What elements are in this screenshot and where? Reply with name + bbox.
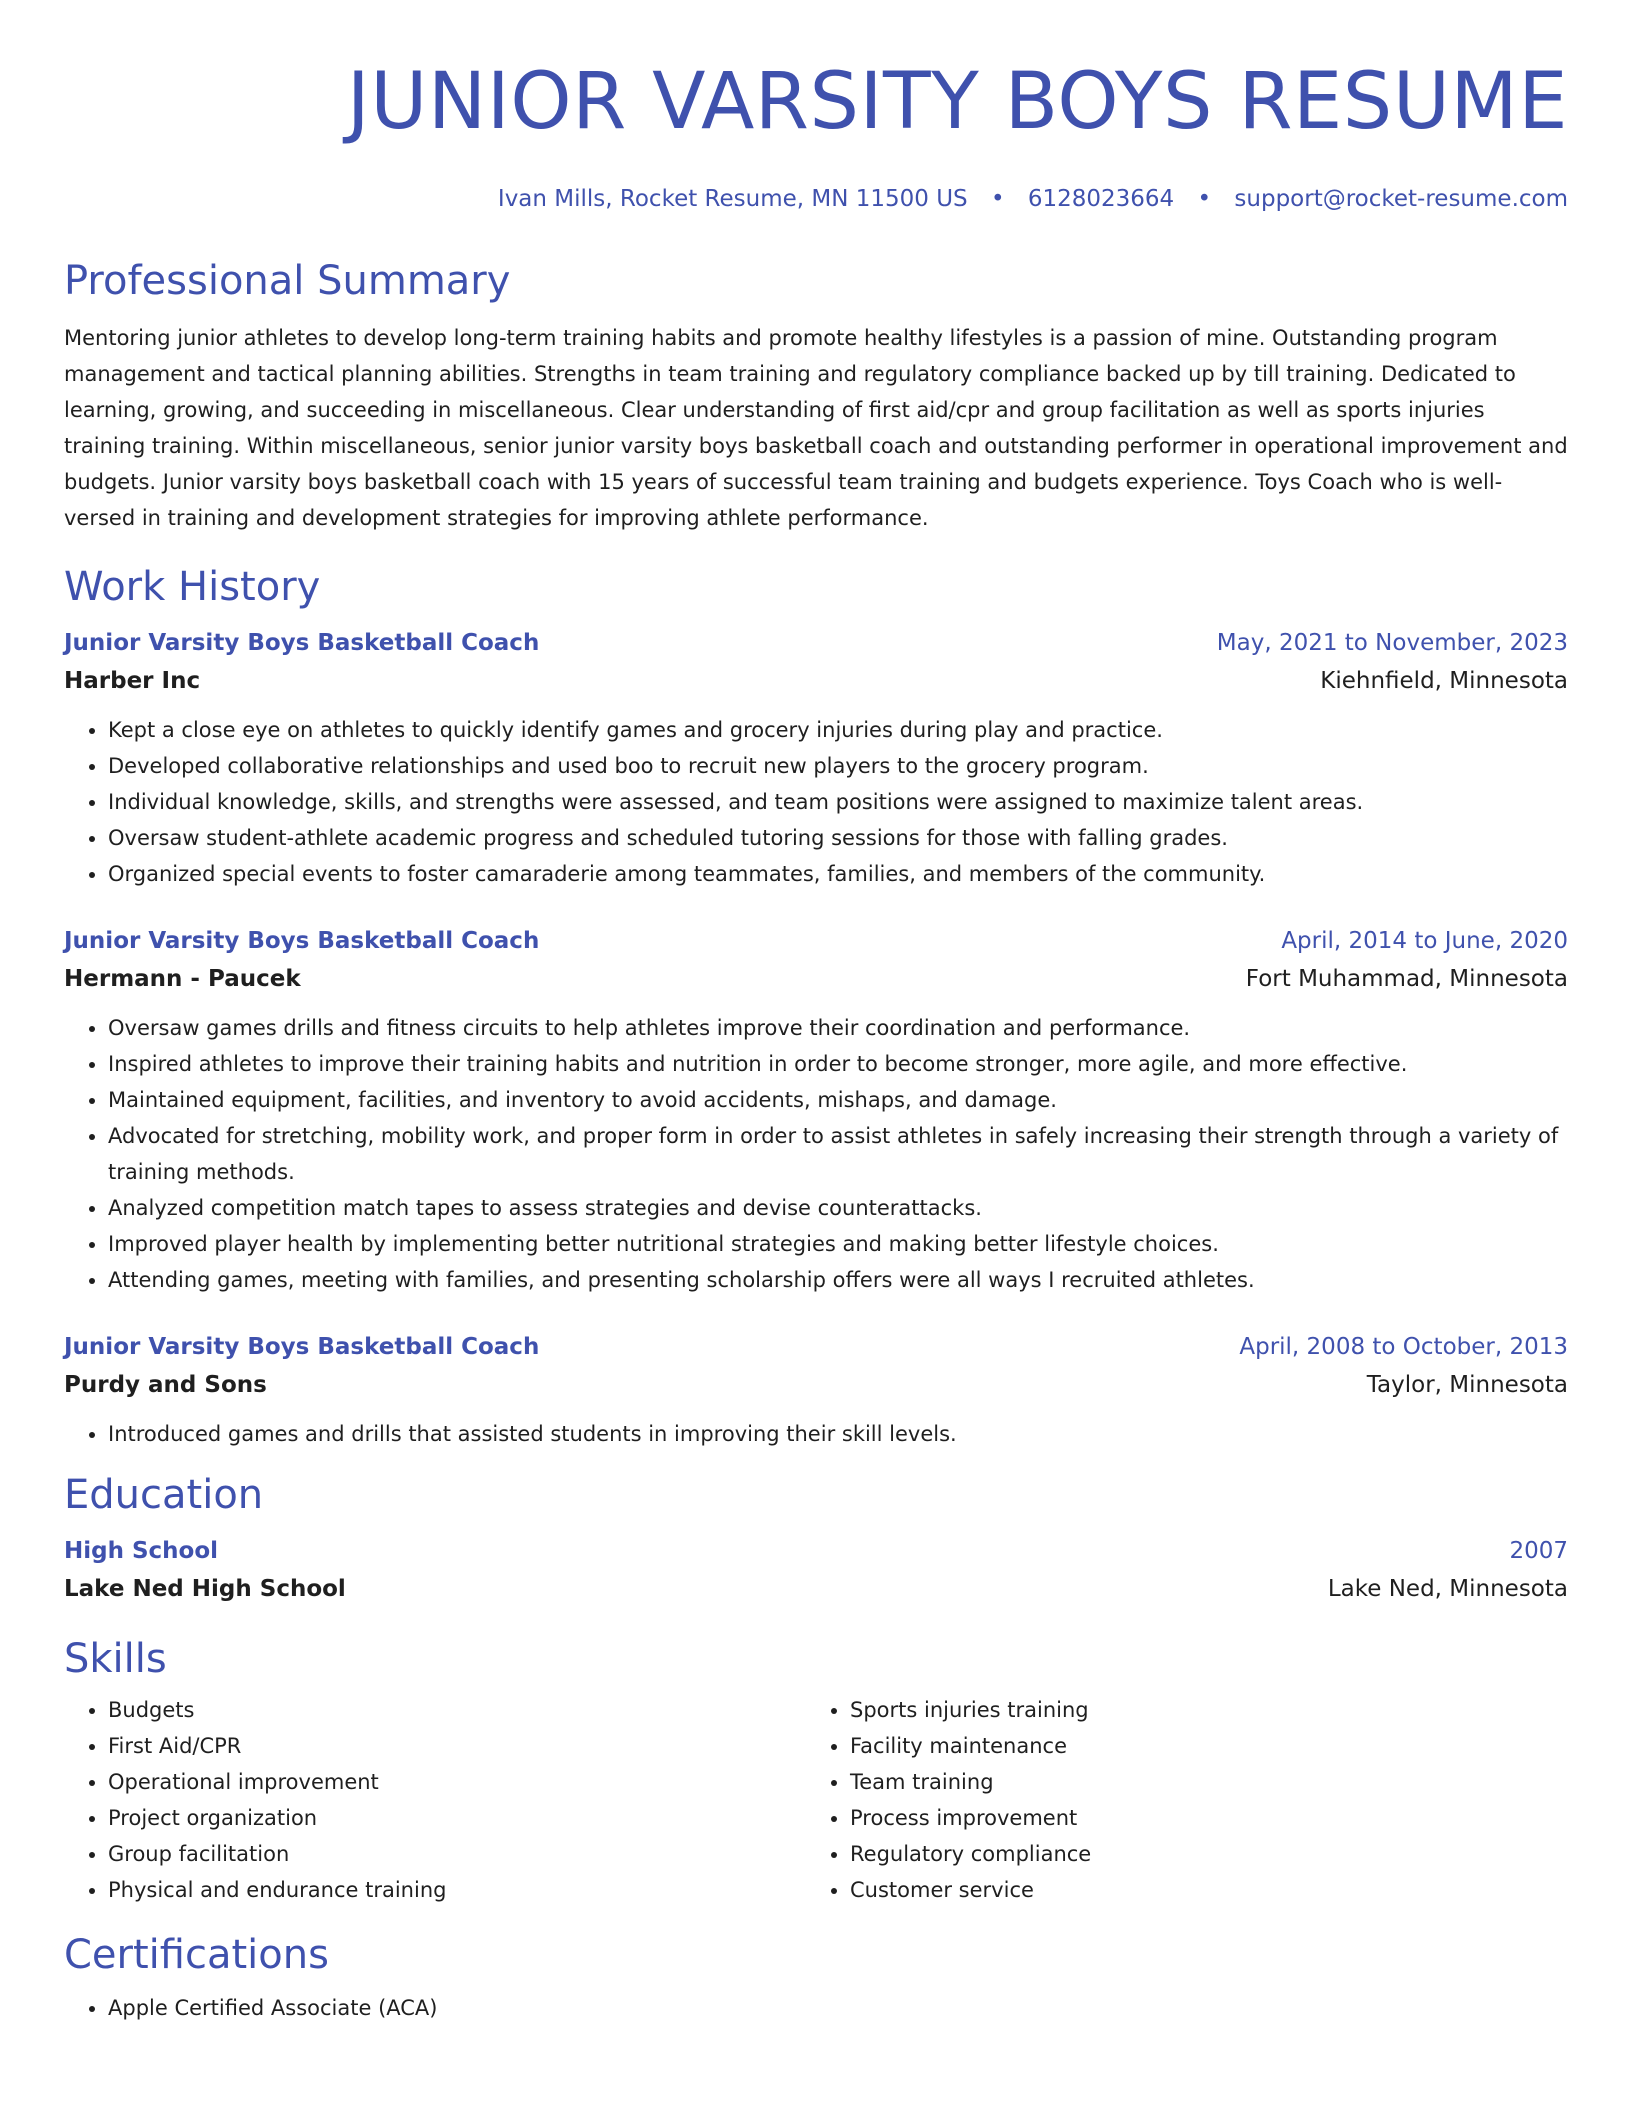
contact-line bbox=[64, 182, 1568, 216]
job-location: Fort Muhammad, Minnesota bbox=[1245, 966, 1568, 992]
list-item: • Developed collaborative relationships and used boo to recruit new players to the grocery program. bbox=[108, 748, 1568, 784]
skill-item: • Group facilitation bbox=[108, 1836, 806, 1872]
list-item: • Improved player health by implementing better nutritional strategies and making better lifestyle choices. bbox=[108, 1226, 1568, 1262]
skill-item: • Operational improvement bbox=[108, 1764, 806, 1800]
employer: Hermann - Paucek bbox=[64, 966, 301, 992]
school-location: Lake Ned, Minnesota bbox=[1327, 1576, 1568, 1602]
resume-title: JUNIOR VARSITY BOYS RESUME bbox=[346, 57, 1568, 147]
skill-item: • Regulatory compliance bbox=[850, 1836, 1550, 1872]
job-bullets bbox=[64, 1010, 1568, 1298]
job-entry bbox=[64, 1328, 1568, 1452]
skill-item: • Team training bbox=[850, 1764, 1550, 1800]
job-dates: May, 2021 to November, 2023 bbox=[1216, 630, 1568, 656]
job-dates: April, 2014 to June, 2020 bbox=[1281, 928, 1568, 954]
list-item: • Oversaw student-athlete academic progress and scheduled tutoring sessions for those with falling grades. bbox=[108, 820, 1568, 856]
contact-address: Ivan Mills, Rocket Resume, MN 11500 US bbox=[497, 186, 968, 212]
list-item: • Analyzed competition match tapes to assess strategies and devise counterattacks. bbox=[108, 1190, 1568, 1226]
education-entry bbox=[64, 1532, 1568, 1608]
work-history-heading: Work History bbox=[64, 564, 321, 610]
job-bullets bbox=[64, 712, 1568, 892]
summary-text: Mentoring junior athletes to develop long-term training habits and promote healthy lifestyles is a passion of mine. Outstanding program management and tactical planning abilities. Strengths in team training and regulatory compliance backed up by till training. Dedicated to learning, growing, and succeeding in miscellaneous. Clear understanding of first aid/cpr and group facilitation as well as sports injuries training training. Within miscellaneous, senior junior varsity boys basketball coach and outstanding performer in operational improvement and budgets. Junior varsity boys basketball coach with 15 years of successful team training and budgets experience. Toys Coach who is well-versed in training and development strategies for improving athlete performance. bbox=[64, 326, 1568, 530]
skill-item: • First Aid/CPR bbox=[108, 1728, 806, 1764]
job-title: Junior Varsity Boys Basketball Coach bbox=[64, 928, 540, 954]
skills-list bbox=[64, 1692, 1568, 1908]
skill-item: • Sports injuries training bbox=[850, 1692, 1550, 1728]
graduation-year: 2007 bbox=[1509, 1538, 1568, 1564]
list-item: • Individual knowledge, skills, and strengths were assessed, and team positions were assigned to maximize talent areas. bbox=[108, 784, 1568, 820]
degree: High School bbox=[64, 1538, 219, 1564]
list-item: • Attending games, meeting with families, and presenting scholarship offers were all ways I recruited athletes. bbox=[108, 1262, 1568, 1298]
employer: Harber Inc bbox=[64, 668, 201, 694]
contact-phone: 6128023664 bbox=[1027, 186, 1175, 212]
list-item: • Kept a close eye on athletes to quickly identify games and grocery injuries during play and practice. bbox=[108, 712, 1568, 748]
list-item: • Introduced games and drills that assisted students in improving their skill levels. bbox=[108, 1416, 1568, 1452]
job-bullets bbox=[64, 1416, 1568, 1452]
job-dates: April, 2008 to October, 2013 bbox=[1239, 1334, 1568, 1360]
list-item: • Organized special events to foster camaraderie among teammates, families, and members of the community. bbox=[108, 856, 1568, 892]
skills-column-right bbox=[806, 1692, 1550, 1908]
job-location: Taylor, Minnesota bbox=[1366, 1372, 1568, 1398]
list-item: • Inspired athletes to improve their training habits and nutrition in order to become stronger, more agile, and more effective. bbox=[108, 1046, 1568, 1082]
resume-page bbox=[64, 0, 1568, 2026]
education-heading: Education bbox=[64, 1472, 264, 1518]
skills-column-left bbox=[64, 1692, 806, 1908]
contact-separator: • bbox=[1197, 186, 1212, 212]
skill-item: • Project organization bbox=[108, 1800, 806, 1836]
contact-email[interactable]: support@rocket-resume.com bbox=[1234, 186, 1568, 212]
summary-heading: Professional Summary bbox=[64, 258, 511, 304]
skill-item: • Physical and endurance training bbox=[108, 1872, 806, 1908]
skill-item: • Facility maintenance bbox=[850, 1728, 1550, 1764]
list-item: • Maintained equipment, facilities, and inventory to avoid accidents, mishaps, and damage. bbox=[108, 1082, 1568, 1118]
certifications-heading: Certifications bbox=[64, 1932, 329, 1978]
contact-separator: • bbox=[990, 186, 1005, 212]
job-entry bbox=[64, 922, 1568, 1298]
skills-heading: Skills bbox=[64, 1636, 167, 1682]
job-title: Junior Varsity Boys Basketball Coach bbox=[64, 1334, 540, 1360]
employer: Purdy and Sons bbox=[64, 1372, 267, 1398]
job-entry bbox=[64, 624, 1568, 892]
list-item: • Oversaw games drills and fitness circuits to help athletes improve their coordination and performance. bbox=[108, 1010, 1568, 1046]
job-location: Kiehnfield, Minnesota bbox=[1320, 668, 1568, 694]
job-title: Junior Varsity Boys Basketball Coach bbox=[64, 630, 540, 656]
skill-item: • Budgets bbox=[108, 1692, 806, 1728]
school-name: Lake Ned High School bbox=[64, 1576, 346, 1602]
skill-item: • Customer service bbox=[850, 1872, 1550, 1908]
certification-item: • Apple Certified Associate (ACA) bbox=[108, 1990, 1568, 2026]
certifications-list bbox=[64, 1990, 1568, 2026]
list-item: • Advocated for stretching, mobility work, and proper form in order to assist athletes in safely increasing their strength through a variety of training methods. bbox=[108, 1118, 1568, 1190]
skill-item: • Process improvement bbox=[850, 1800, 1550, 1836]
